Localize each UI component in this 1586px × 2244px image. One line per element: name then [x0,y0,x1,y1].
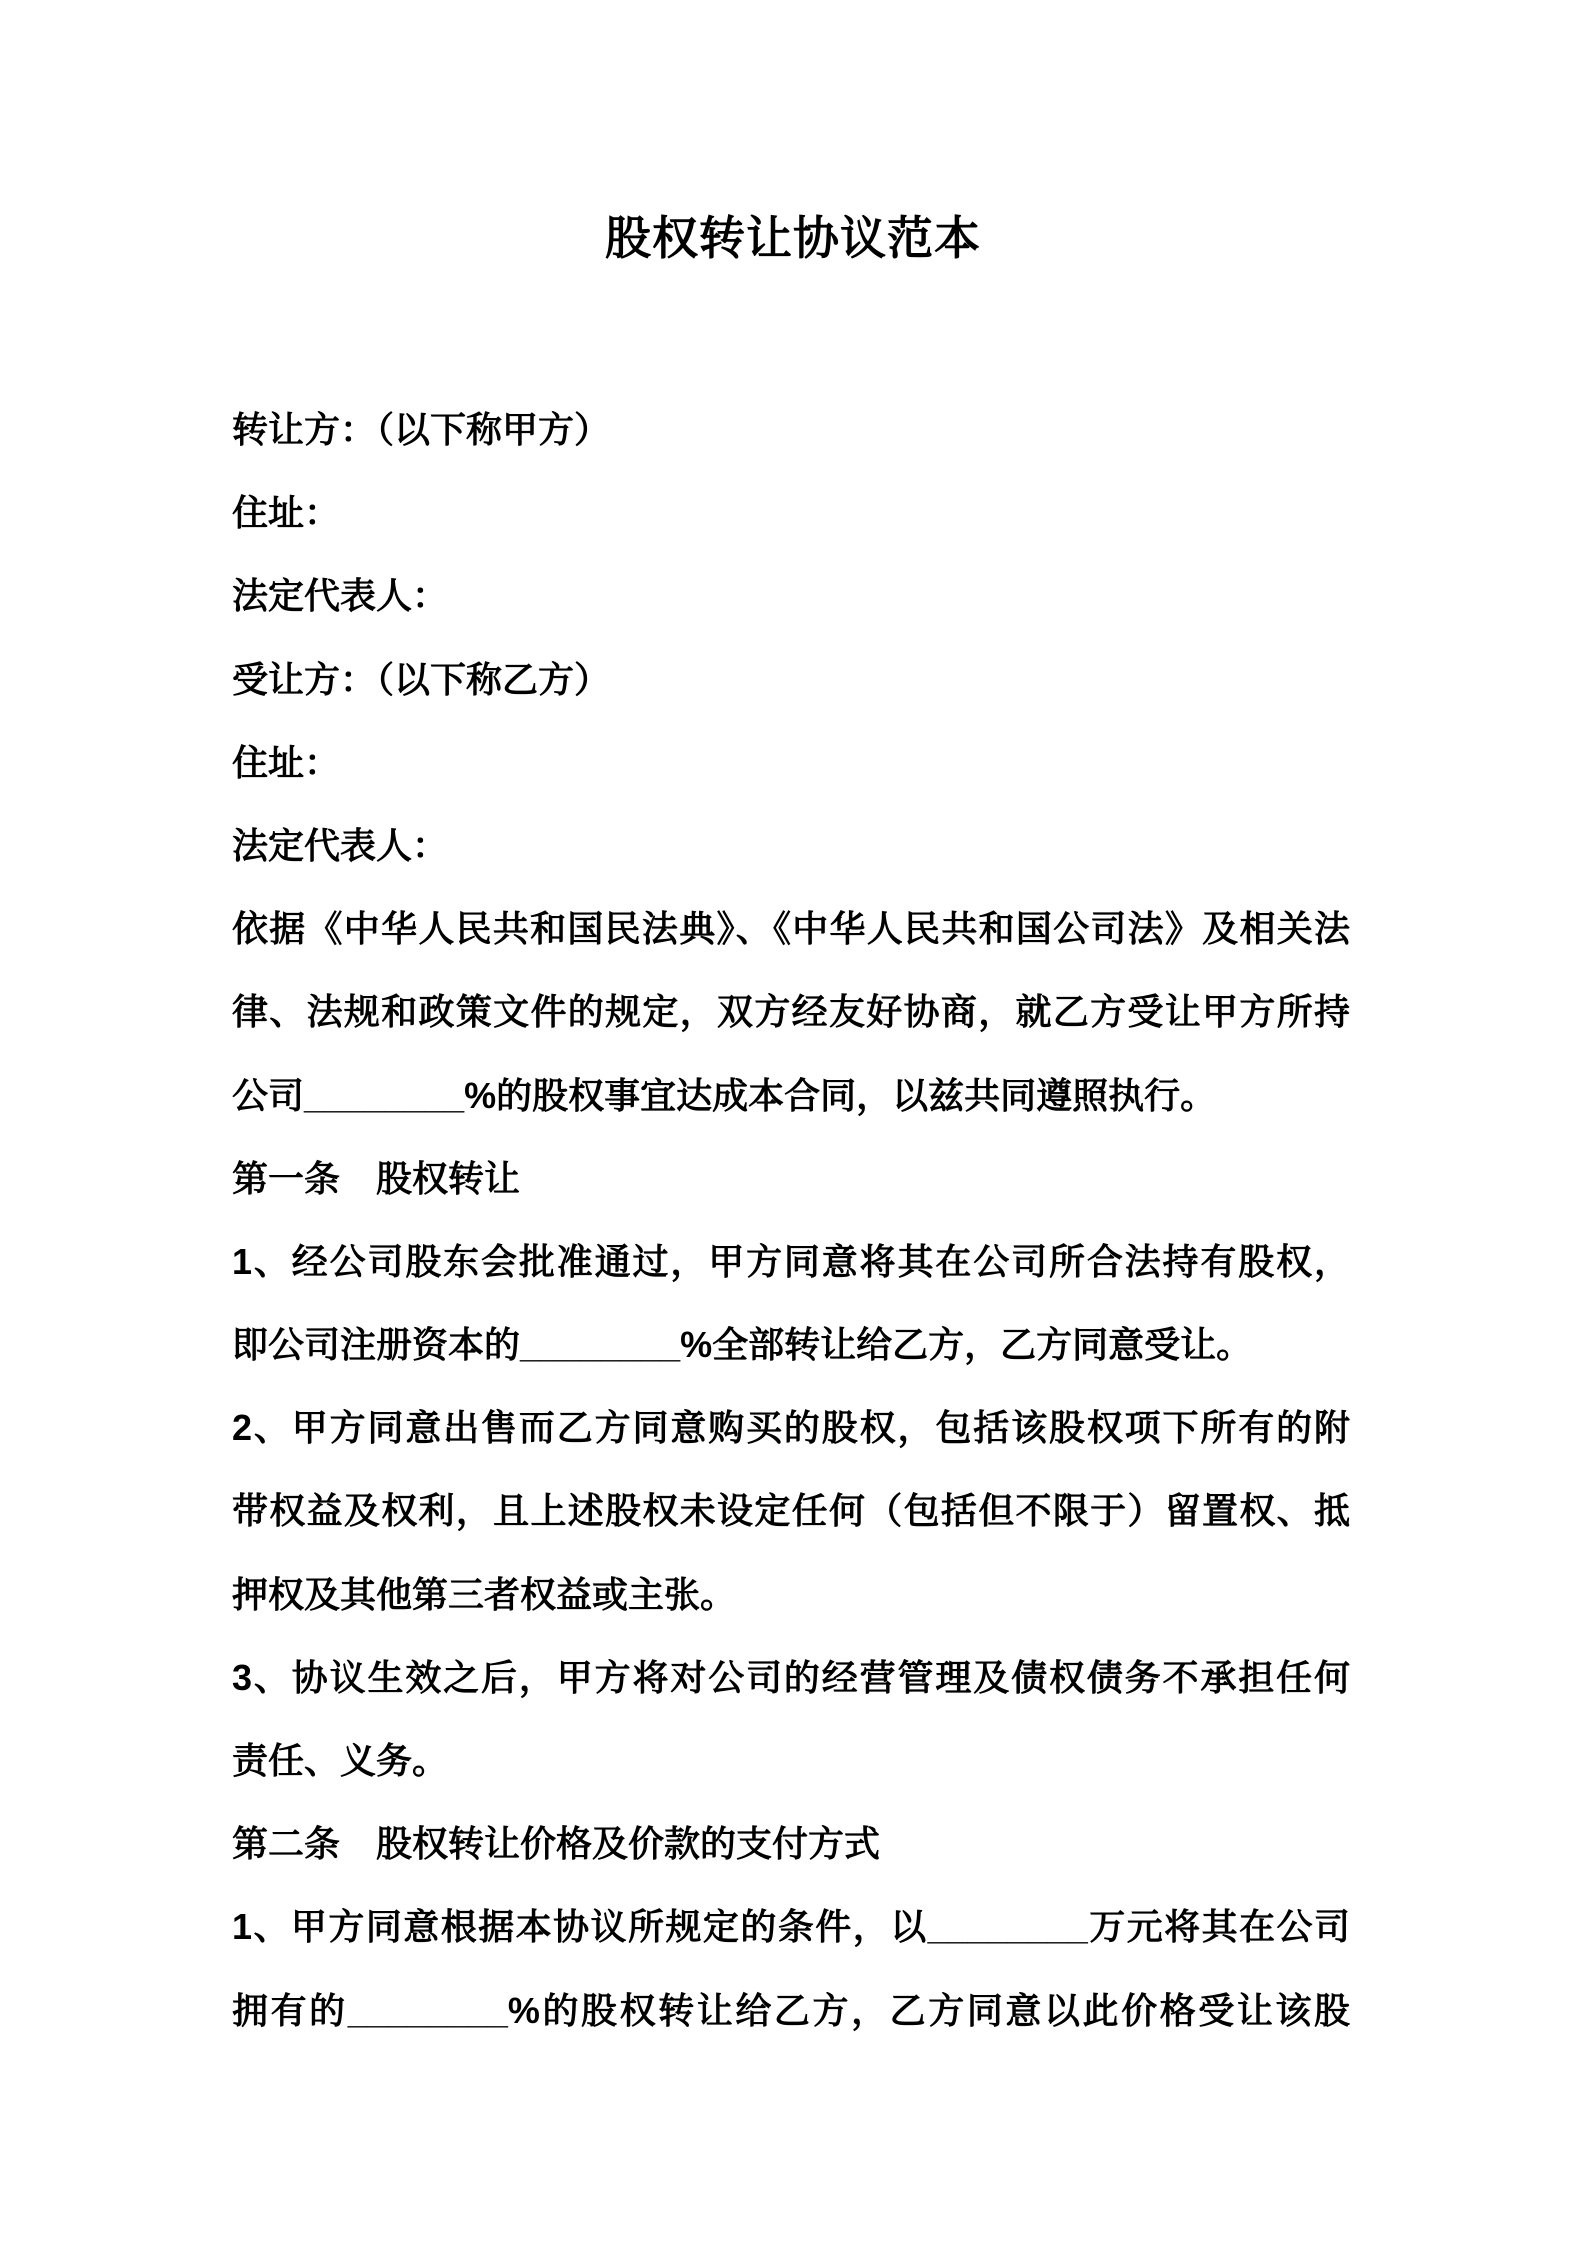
document-line: 带权益及权利，且上述股权未设定任何（包括但不限于）留置权、抵 [232,1490,1350,1532]
document-line: 转让方：（以下称甲方） [232,409,611,450]
document-line: 第二条 股权转让价格及价款的支付方式 [232,1823,881,1865]
document-line: 第一条 股权转让 [232,1157,521,1199]
document-line: 1、经公司股东会批准通过，甲方同意将其在公司所合法持有股权， [232,1240,1350,1282]
document-line: 1、甲方同意根据本协议所规定的条件，以________万元将其在公司 [232,1906,1350,1948]
document-line: 住址： [232,492,341,534]
document-line: 法定代表人： [232,824,449,866]
document-body [232,388,1350,2052]
document-line: 律、法规和政策文件的规定，双方经友好协商，就乙方受让甲方所持 [232,991,1350,1033]
document-line: 拥有的________%的股权转让给乙方，乙方同意以此价格受让该股 [232,1989,1350,2031]
document-line: 受让方：（以下称乙方） [232,658,611,700]
document-line: 2、甲方同意出售而乙方同意购买的股权，包括该股权项下所有的附 [232,1407,1350,1449]
document-line: 责任、义务。 [232,1740,449,1781]
document-line: 依据《中华人民共和国民法典》、《中华人民共和国公司法》及相关法 [232,908,1350,950]
document-line: 即公司注册资本的________%全部转让给乙方，乙方同意受让。 [232,1324,1253,1366]
document-line: 公司________%的股权事宜达成本合同，以兹共同遵照执行。 [232,1074,1217,1116]
document-line: 3、协议生效之后，甲方将对公司的经营管理及债权债务不承担任何 [232,1656,1350,1698]
document-line: 押权及其他第三者权益或主张。 [232,1573,737,1615]
document-title: 股权转让协议范本 [605,212,981,264]
document-line: 住址： [232,741,341,783]
document-line: 法定代表人： [232,575,449,617]
